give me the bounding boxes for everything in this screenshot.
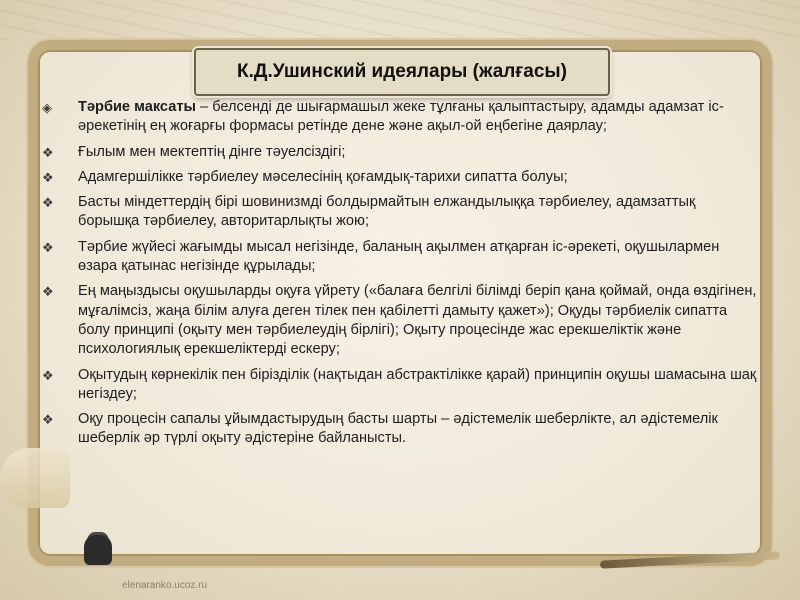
bullet-icon: ❖ bbox=[42, 144, 54, 160]
list-item bbox=[40, 98, 760, 137]
list-item-text: Тәрбие жүйесі жағымды мысал негізінде, баланың ақылмен атқарған іс-әрекеті, оқушылармен өзара қатынас негізінде құрылады; bbox=[78, 238, 720, 275]
bullet-icon: ❖ bbox=[42, 169, 54, 185]
bullet-icon: ❖ bbox=[42, 412, 54, 428]
list-item-text: Оқытудың көрнекілік пен бірізділік (нақтыдан абстрактілікке қарай) принципін оқушы шамасына шақ негіздеу; bbox=[78, 366, 757, 402]
parchment-scroll-decoration bbox=[0, 448, 70, 508]
slide-title-box bbox=[194, 48, 610, 96]
list-item-text: Оқу процесін сапалы ұйымдастырудың басты шарты – әдістемелік шеберлікте, ал әдістемелік шеберлік әр түрлі оқыту әдістеріне байланысты. bbox=[78, 411, 718, 447]
list-item-text: – белсенді де шығармашыл жеке тұлғаны қалыптастыру, адамды адамзат іс-әрекетінің ең жоғарғы формасы ретінде дене және ақыл-ой еңбегіне даярлау; bbox=[78, 99, 724, 135]
list-item bbox=[40, 238, 760, 277]
list-item-text: Басты міндеттердің бірі шовинизмді болдырмайтын елжандылыққа тәрбиелеу, адамзаттық борышқа тәрбиелеу, авторитарлықты жою; bbox=[78, 194, 696, 230]
list-item bbox=[40, 168, 760, 187]
content-list bbox=[40, 98, 760, 455]
list-item bbox=[40, 143, 760, 162]
list-item-text: Ғылым мен мектептің дінге тәуелсіздігі; bbox=[78, 143, 346, 160]
list-item-text: Ең маңыздысы оқушыларды оқуға үйрету («балаға белгілі білімді беріп қана қоймай, онда өздігінен, мұғалімсіз, жаңа білім алуға деген тілек пен қабілетті дамыту қажет»); Оқуды тәрбиелік сипатта болу принципі (оқыту мен тәрбиелеудің бірлігі); Оқыту процесінде жас ерекшеліктік және психологиялық ерекшеліктерді ескеру; bbox=[78, 283, 757, 358]
list-item bbox=[40, 282, 760, 359]
footer-watermark: elenaranko.ucoz.ru bbox=[122, 580, 208, 591]
list-item-bold: Тәрбие максаты bbox=[78, 99, 196, 115]
list-item bbox=[40, 193, 760, 232]
bullet-icon: ❖ bbox=[42, 367, 54, 383]
list-item bbox=[40, 410, 760, 449]
list-item-text: Адамгершілікке тәрбиелеу мәселесінің қоғамдық-тарихи сипатта болуы; bbox=[78, 168, 568, 185]
handwriting-decoration bbox=[0, 0, 800, 40]
slide-title: К.Д.Ушинский идеялары (жалғасы) bbox=[237, 61, 567, 82]
inkwell-decoration bbox=[84, 535, 112, 565]
list-item bbox=[40, 366, 760, 405]
bullet-icon: ◈ bbox=[42, 100, 52, 115]
bullet-icon: ❖ bbox=[42, 239, 54, 255]
bullet-icon: ❖ bbox=[42, 195, 54, 211]
bullet-icon: ❖ bbox=[42, 284, 54, 300]
